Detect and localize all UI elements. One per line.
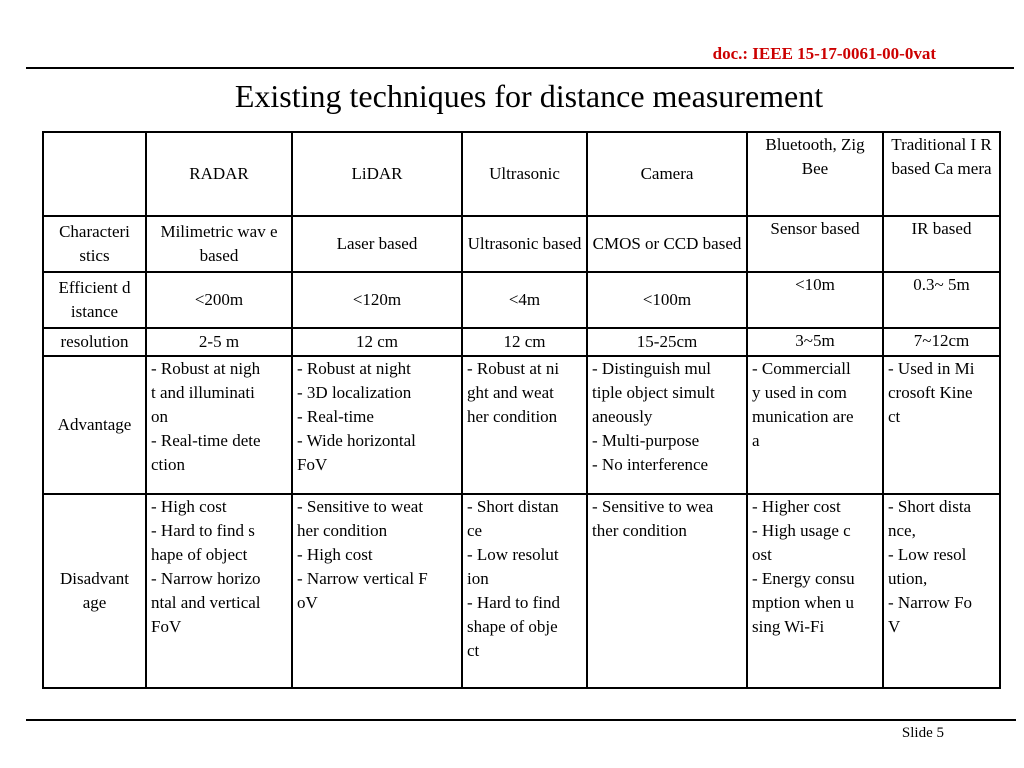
table-cell: 12 cm [462,328,587,356]
cell-line: - 3D localization [297,383,412,402]
row-label: resolution [43,328,146,356]
header-cell-camera: Camera [587,132,747,216]
header-cell-ultrasonic: Ultrasonic [462,132,587,216]
slide-number: Slide 5 [901,725,944,741]
table-cell [883,494,1000,688]
row-label: Efficient d istance [43,272,146,328]
cell-line: V [888,617,901,636]
row-label: Characteri stics [43,216,146,272]
cell-line: nce, [888,521,916,540]
cell-line: y used in com [752,383,847,402]
cell-line: - Robust at nigh [151,359,261,378]
table-cell [587,356,747,494]
cell-line: ct [888,407,901,426]
table-cell [292,356,462,494]
table-cell: Laser based [292,216,462,272]
cell-line: ction [151,455,185,474]
cell-line: t and illuminati [151,383,255,402]
table-cell: <4m [462,272,587,328]
row-label: Disadvant age [43,494,146,688]
row-label: Advantage [43,356,146,494]
table-cell: 3~5m [747,328,883,356]
cell-line: - No interference [592,455,709,474]
cell-line: ution, [888,569,928,588]
cell-line: oV [297,593,318,612]
table-cell: <120m [292,272,462,328]
table-cell: Sensor based [747,216,883,272]
table-cell [146,494,292,688]
table-row-advantage [43,356,1000,494]
table-cell: <100m [587,272,747,328]
table-row-disadvantage [43,494,1000,688]
cell-line: hape of object [151,545,248,564]
table-cell: <200m [146,272,292,328]
cell-line: ce [467,521,483,540]
cell-line: - Low resolut [467,545,559,564]
table-header-row [43,132,1000,216]
comparison-table [42,131,1001,689]
table-cell: Ultrasonic based [462,216,587,272]
cell-line: - Used in Mi [888,359,975,378]
table-cell [747,356,883,494]
table-cell [292,494,462,688]
cell-line: - Low resol [888,545,967,564]
cell-line: - Short dista [888,497,972,516]
header-cell-traditional-ir: Traditional I R based Ca mera [883,132,1000,216]
table-cell: CMOS or CCD based [587,216,747,272]
cell-line: - Sensitive to weat [297,497,424,516]
header-cell-empty [43,132,146,216]
cell-line: FoV [151,617,182,636]
header-cell-radar: RADAR [146,132,292,216]
cell-line: ost [752,545,772,564]
cell-line: ct [467,641,480,660]
cell-line: - High usage c [752,521,851,540]
table-cell [883,356,1000,494]
cell-line: - Hard to find s [151,521,255,540]
table-row-efficient-distance [43,272,1000,328]
cell-line: - Narrow Fo [888,593,973,612]
table-cell: <10m [747,272,883,328]
table-cell: 0.3~ 5m [883,272,1000,328]
table-cell: 2-5 m [146,328,292,356]
table-cell [587,494,747,688]
cell-line: - Real-time [297,407,374,426]
cell-line: shape of obje [467,617,558,636]
table-row-resolution [43,328,1000,356]
cell-line: her condition [467,407,558,426]
cell-line: - Narrow vertical F [297,569,428,588]
cell-line: ther condition [592,521,687,540]
cell-line: mption when u [752,593,854,612]
cell-line: - Higher cost [752,497,841,516]
table-cell: IR based [883,216,1000,272]
cell-line: - Distinguish mul [592,359,712,378]
cell-line: sing Wi-Fi [752,617,825,636]
cell-line: - Short distan [467,497,559,516]
table-cell: Milimetric wav e based [146,216,292,272]
cell-line: on [151,407,168,426]
cell-line: - Narrow horizo [151,569,261,588]
cell-line: munication are [752,407,854,426]
table-row-characteristics [43,216,1000,272]
cell-line: a [752,431,760,450]
document-id: doc.: IEEE 15-17-0061-00-0vat [712,44,936,63]
cell-line: - Real-time dete [151,431,261,450]
cell-line: - Robust at ni [467,359,560,378]
footer-divider [26,719,1016,721]
cell-line: ion [467,569,489,588]
slide-title: Existing techniques for distance measurement [234,78,824,114]
table-cell: 12 cm [292,328,462,356]
cell-line: - Energy consu [752,569,855,588]
table-cell: 15-25cm [587,328,747,356]
cell-line: - Robust at night [297,359,411,378]
cell-line: ght and weat [467,383,554,402]
cell-line: crosoft Kine [888,383,973,402]
header-cell-lidar: LiDAR [292,132,462,216]
cell-line: - Multi-purpose [592,431,700,450]
cell-line: - Wide horizontal [297,431,416,450]
cell-line: tiple object simult [592,383,715,402]
cell-line: - Hard to find [467,593,561,612]
table-cell [747,494,883,688]
cell-line: ntal and vertical [151,593,261,612]
header-divider [26,67,1014,69]
cell-line: - High cost [297,545,373,564]
cell-line: - High cost [151,497,227,516]
table-cell [146,356,292,494]
table-cell: 7~12cm [883,328,1000,356]
table-cell [462,494,587,688]
cell-line: FoV [297,455,328,474]
cell-line: aneously [592,407,653,426]
cell-line: her condition [297,521,388,540]
cell-line: - Sensitive to wea [592,497,714,516]
header-cell-bluetooth: Bluetooth, Zig Bee [747,132,883,216]
cell-line: - Commerciall [752,359,851,378]
table-cell [462,356,587,494]
